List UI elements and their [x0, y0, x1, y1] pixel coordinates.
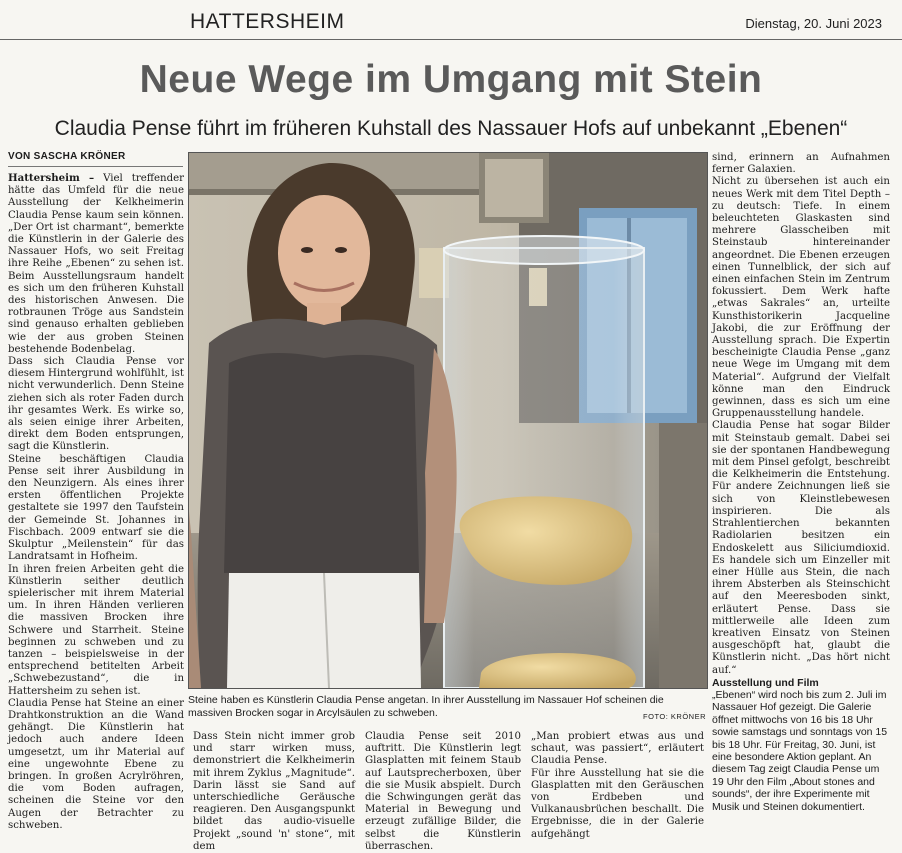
paragraph: In ihren freien Arbeiten geht die Künstlerin seither deutlich spielerischer mit ihrem Material um. In ihren Händen verlieren die massiven Brocken ihre Schwere und Starrheit. Steine beginnen zu schweben und zu tanzen – beispielsweise in der entsprechend betitelten Arbeit „Schwebezustand“, die in Hattersheim zu sehen ist.: [8, 563, 184, 697]
headline: Neue Wege im Umgang mit Stein: [139, 58, 763, 101]
byline: VON SASCHA KRÖNER: [8, 151, 126, 162]
article-column-5: [712, 152, 890, 813]
issue-date: Dienstag, 20. Juni 2023: [745, 16, 882, 31]
paragraph: sind, erinnern an Aufnahmen ferner Galaxien.: [712, 152, 890, 176]
paragraph: Für ihre Ausstellung hat sie die Glasplatten mit den Geräuschen von Erdbeben und Vulkanausbrüchen beschallt. Die Ergebnisse, die in der Galerie aufgehängt: [531, 767, 704, 840]
article-photo: [188, 152, 708, 689]
info-box-text: „Ebenen“ wird noch bis zum 2. Juli im Nassauer Hof gezeigt. Die Galerie öffnet mittwochs von 16 bis 18 Uhr sowie samstags und sonntags von 15 bis 18 Uhr. Für Freitag, 30. Juni, ist eine besondere Aktion geplant. An diesem Tag zeigt Claudia Pense um 19 Uhr den Film „About stones and sounds“, der ihre Experimente mit Musik und Steinen dokumentiert.: [712, 688, 888, 813]
info-box-title: Ausstellung und Film: [712, 676, 819, 689]
article-column-3: [365, 731, 521, 853]
paragraph: „Man probiert etwas aus und schaut, was passiert“, erläutert Claudia Pense.: [531, 731, 704, 767]
article-column-1: [8, 172, 184, 832]
byline-rule: [8, 166, 183, 167]
paragraph: Dass sich Claudia Pense vor diesem Hintergrund wohlfühlt, ist nicht verwunderlich. Denn Steine ziehen sich als roter Faden durch ihr gesamtes Werk. Es wirke so, als seien einige ihrer Arbeiten, direkt dem Boden entsprungen, sagt die Künstlerin.: [8, 356, 184, 453]
article-column-4: [531, 731, 704, 841]
paragraph: Steine beschäftigen Claudia Pense seit ihrer Ausbildung in den Neunzigern. Als eines ihrer ersten öffentlichen Projekte gestaltete sie 1997 den Taufstein der Gemeinde St. Johannes in Fischbach. 2009 entwarf sie die Skulptur „Meilenstein“ für das Landratsamt in Hofheim.: [8, 453, 184, 563]
section-title: HATTERSHEIM: [190, 10, 345, 33]
paragraph: Claudia Pense hat Steine an einer Drahtkonstruktion an die Wand gehängt. Die Künstlerin hat jedoch auch andere Ideen umgesetzt, um ihr Material auf eine ungewohnte Ebene zu bringen. In großen Acrylröhren, die vom Boden aufragen, scheinen die Steine vor den Augen der Betrachter zu schweben.: [8, 697, 184, 831]
paragraph: Claudia Pense seit 2010 auftritt. Die Künstlerin legt Glasplatten mit feinem Staub auf Lautsprecherboxen, über die sie Musik abspielt. Durch die Schwingungen gerät das Material in Bewegung und erzeugt zufällige Bilder, die selbst die Künstlerin überraschen.: [365, 731, 521, 852]
paragraph: Claudia Pense hat sogar Bilder mit Steinstaub gemalt. Dabei sei sie der spontanen Handbewegung mit dem Pinsel gefolgt, beschreibt die Kelkheimerin die Entstehung. Für andere Zeichnungen ließ sie sich von Kleinstlebewesen inspirieren. Die als Strahlentierchen bekannten Radiolarien besitzen ein Endoskelett aus Siliciumdioxid. Es handele sich um Einzeller mit einer Hülle aus Stein, die nach ihrem Absterben als Steinschicht auf den Meeresboden sinkt, erläutert Pense. Dass sie mittlerweile alle Ideen zum kreativen Einsatz von Steinen ausgeschöpft hat, glaubt die Künstlerin nicht. „Das hört nicht auf.“: [712, 420, 890, 676]
caption-text: Steine haben es Künstlerin Claudia Pense angetan. In ihrer Ausstellung im Nassauer Hof scheinen die massiven Brocken sogar in Arcylsäulen zu schweben.: [188, 694, 664, 719]
photo-credit: FOTO: KRÖNER: [643, 712, 706, 721]
photo-caption: [188, 694, 706, 723]
paragraph: Nicht zu übersehen ist auch ein neues Werk mit dem Titel Depth – zu deutsch: Tiefe. In einem beleuchteten Glaskasten sind mehrere Glasscheiben mit Steinstaub hintereinander angeordnet. Die Ebenen erzeugen einen Tunnelblick, der sich auf einen einfachen Stein im Zentrum fokussiert. Dem Werk hafte „etwas Sakrales“ an, urteilte Kunsthistorikerin Jacqueline Jakobi, die zur Eröffnung der Ausstellung sprach. Die Expertin bescheinigte Claudia Pense „ganz neue Wege im Umgang mit dem Material“. Aufgrund der Vielfalt könne man den Eindruck gewinnen, dass es sich um eine Gruppenausstellung handele.: [712, 176, 890, 420]
article-column-2: [193, 731, 355, 853]
paragraph-text: Viel treffender hätte das Umfeld für die neue Ausstellung der Kelkheimerin Claudia Pense kaum sein können. „Der Ort ist charmant“, bemerkte die Künstlerin in der Galerie des Nassauer Hofs, wo seit Freitag ihre Reihe „Ebenen“ zu sehen ist. Beim Ausstellungsraum handelt es sich um den früheren Kuhstall des historischen Anwesen. Die rotbraunen Tröge aus Sandstein sind genauso erhalten geblieben wie der aus groben Steinen bestehende Bodenbelag.: [8, 173, 184, 355]
paragraph: Dass Stein nicht immer grob und starr wirken muss, demonstriert die Kelkheimerin mit ihrem Zyklus „Magnitude“. Darin lässt sie Sand auf unterschiedliche Geräusche reagieren. Den Ausgangspunkt bildet das audio-visuelle Projekt „sound 'n' stone“, mit dem: [193, 731, 355, 852]
header-rule: [0, 39, 902, 40]
dateline: Hattersheim –: [8, 172, 95, 184]
paragraph: [8, 172, 184, 356]
subheadline: Claudia Pense führt im früheren Kuhstall des Nassauer Hofs auf unbekannt „Ebenen“: [54, 117, 848, 140]
